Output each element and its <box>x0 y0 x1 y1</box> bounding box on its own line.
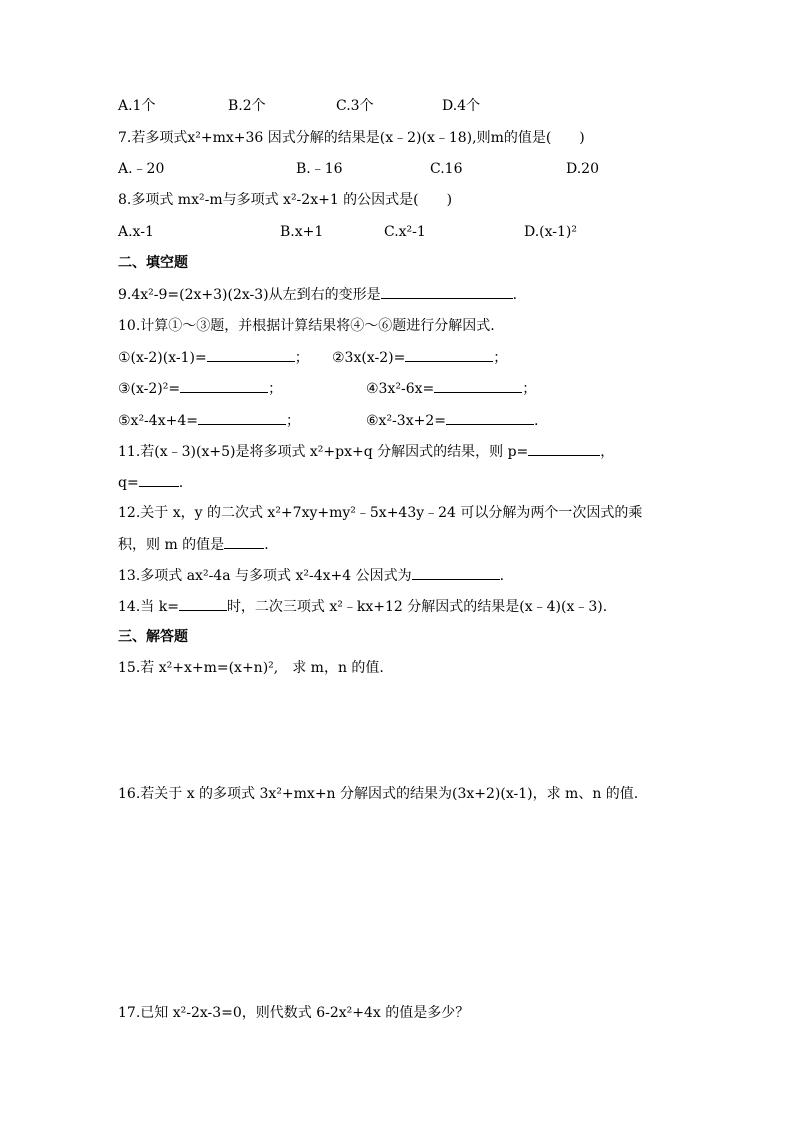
q8-option-b: B.x+1 <box>280 224 324 240</box>
q11-line-2 <box>118 472 183 493</box>
q9 <box>118 284 517 305</box>
q8-option-d: D.(x-1)² <box>524 224 577 240</box>
q11-text: 11.若(x﹣3)(x+5)是将多项式 x²+px+q 分解因式的结果，则 p= <box>118 444 529 460</box>
q10-item-6: ⑥x²-3x+2= . <box>366 410 538 431</box>
q6-option-a: A.1个 <box>118 98 156 114</box>
q6-option-d: D.4个 <box>442 98 481 114</box>
q17: 17.已知 x²-2x-3=0，则代数式 6-2x²+4x 的值是多少？ <box>118 1005 470 1021</box>
q10-blank-6[interactable] <box>446 410 534 425</box>
q14 <box>118 596 607 617</box>
q13 <box>118 565 504 586</box>
q10-blank-1[interactable] <box>207 347 295 362</box>
q13-end: . <box>499 568 505 584</box>
q9-end: . <box>512 287 518 303</box>
q10-item-2: ②3x(x-2)= ； <box>332 347 507 368</box>
q6-option-b: B.2个 <box>228 98 266 114</box>
q12-end: . <box>264 537 269 553</box>
q8-option-a: A.x-1 <box>118 224 154 240</box>
q12-text: 积，则 m 的值是 <box>118 537 225 553</box>
q9-text: 9.4x²-9=(2x+3)(2x-3)从左到右的变形是 <box>118 287 381 303</box>
q10-stem: 10.计算①～③题，并根据计算结果将④～⑥题进行分解因式. <box>118 318 495 334</box>
q7-option-a: A.﹣20 <box>118 161 165 177</box>
q8-stem: 8.多项式 mx²-m与多项式 x²-2x+1 的公因式是( ) <box>118 192 453 208</box>
q8-option-c: C.x²-1 <box>384 224 426 240</box>
q10-item-4: ④3x²-6x= ； <box>366 378 536 399</box>
q6-option-c: C.3个 <box>336 98 374 114</box>
q14-text-start: 14.当 k= <box>118 599 179 615</box>
q10-blank-2[interactable] <box>405 347 493 362</box>
q7-option-d: D.20 <box>566 161 599 177</box>
q13-answer-blank[interactable] <box>412 565 500 580</box>
q11-comma: ， <box>600 444 615 460</box>
q7-stem: 7.若多项式x²+mx+36 因式分解的结果是(x﹣2)(x﹣18),则m的值是( ) <box>118 130 585 146</box>
q12-line-1: 12.关于 x，y 的二次式 x²+7xy+my²﹣5x+43y﹣24 可以分解为两个一次因式的乘 <box>118 505 643 521</box>
q11-q-label: q= <box>118 475 139 491</box>
q14-text-end: 时，二次三项式 x²﹣kx+12 分解因式的结果是(x﹣4)(x﹣3). <box>226 599 608 615</box>
q11-line-1 <box>118 441 614 462</box>
section-fill-in-heading: 二、填空题 <box>118 255 188 271</box>
q16: 16.若关于 x 的多项式 3x²+mx+n 分解因式的结果为(3x+2)(x-1)，求 m、n 的值. <box>118 786 639 802</box>
q9-answer-blank[interactable] <box>381 284 513 299</box>
q14-k-blank[interactable] <box>179 596 227 611</box>
q10-blank-3[interactable] <box>180 378 268 393</box>
q15: 15.若 x²+x+m=(x+n)², 求 m，n 的值. <box>118 660 384 676</box>
section-solve-heading: 三、解答题 <box>118 629 188 645</box>
q13-text: 13.多项式 ax²-4a 与多项式 x²-4x+4 公因式为 <box>118 568 412 584</box>
q10-blank-4[interactable] <box>434 378 522 393</box>
q11-end: . <box>178 475 184 491</box>
q10-item-5: ⑤x²-4x+4= ； <box>118 410 300 431</box>
q7-option-b: B.﹣16 <box>296 161 343 177</box>
q12-m-blank[interactable] <box>224 534 264 549</box>
q10-item-3: ③(x-2)²= ； <box>118 378 282 399</box>
q12-line-2 <box>118 534 269 555</box>
q10-item-1: ①(x-2)(x-1)= ； <box>118 347 309 368</box>
q10-blank-5[interactable] <box>198 410 286 425</box>
q11-p-blank[interactable] <box>528 441 600 456</box>
q7-option-c: C.16 <box>430 161 463 177</box>
q11-q-blank[interactable] <box>139 472 179 487</box>
